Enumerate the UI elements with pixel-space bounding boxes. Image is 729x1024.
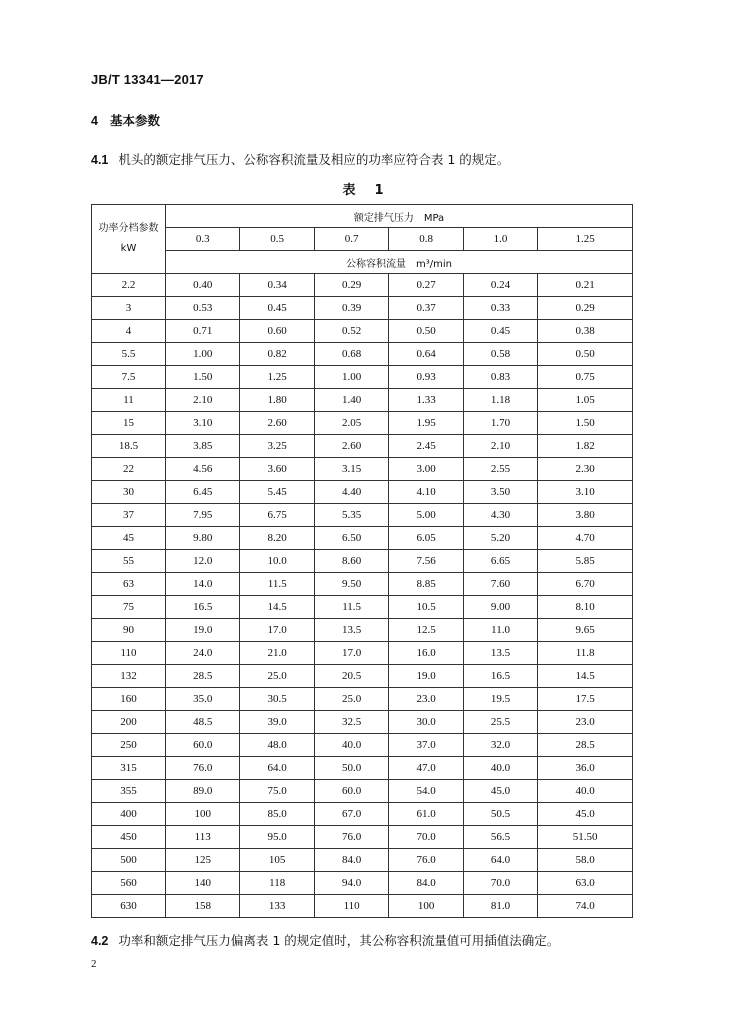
flow-value-cell: 9.50 [314, 573, 388, 596]
table-row [92, 435, 633, 458]
clause-4-1 [91, 150, 651, 168]
table-row [92, 274, 633, 297]
flow-value-cell: 1.80 [240, 389, 314, 412]
flow-value-cell: 39.0 [240, 711, 314, 734]
flow-value-cell: 4.70 [538, 527, 633, 550]
flow-value-cell: 10.0 [240, 550, 314, 573]
power-cell: 15 [92, 412, 166, 435]
flow-value-cell: 0.50 [389, 320, 463, 343]
flow-value-cell: 6.65 [463, 550, 537, 573]
power-cell: 30 [92, 481, 166, 504]
flow-value-cell: 48.0 [240, 734, 314, 757]
flow-value-cell: 74.0 [538, 895, 633, 918]
power-cell: 132 [92, 665, 166, 688]
pressure-value-cell: 0.3 [166, 228, 240, 251]
flow-value-cell: 3.80 [538, 504, 633, 527]
pressure-values-row [92, 228, 633, 251]
flow-value-cell: 25.5 [463, 711, 537, 734]
table-row [92, 366, 633, 389]
flow-value-cell: 25.0 [314, 688, 388, 711]
flow-value-cell: 0.50 [538, 343, 633, 366]
flow-value-cell: 0.60 [240, 320, 314, 343]
flow-value-cell: 94.0 [314, 872, 388, 895]
flow-value-cell: 85.0 [240, 803, 314, 826]
flow-value-cell: 1.40 [314, 389, 388, 412]
flow-value-cell: 45.0 [538, 803, 633, 826]
flow-value-cell: 6.70 [538, 573, 633, 596]
flow-value-cell: 0.38 [538, 320, 633, 343]
flow-value-cell: 0.34 [240, 274, 314, 297]
clause-text: 功率和额定排气压力偏离表 1 的规定值时，其公称容积流量值可用插值法确定。 [118, 933, 560, 948]
power-cell: 110 [92, 642, 166, 665]
table-row [92, 481, 633, 504]
table-row [92, 343, 633, 366]
power-cell: 400 [92, 803, 166, 826]
power-cell: 450 [92, 826, 166, 849]
flow-value-cell: 32.5 [314, 711, 388, 734]
flow-value-cell: 84.0 [314, 849, 388, 872]
flow-value-cell: 54.0 [389, 780, 463, 803]
flow-value-cell: 14.0 [166, 573, 240, 596]
power-cell: 37 [92, 504, 166, 527]
flow-value-cell: 12.5 [389, 619, 463, 642]
flow-value-cell: 0.45 [463, 320, 537, 343]
power-cell: 90 [92, 619, 166, 642]
table-row [92, 642, 633, 665]
flow-value-cell: 23.0 [389, 688, 463, 711]
flow-value-cell: 3.15 [314, 458, 388, 481]
power-cell: 55 [92, 550, 166, 573]
table-row [92, 550, 633, 573]
pressure-value-cell: 0.5 [240, 228, 314, 251]
flow-value-cell: 47.0 [389, 757, 463, 780]
flow-value-cell: 40.0 [463, 757, 537, 780]
flow-value-cell: 70.0 [389, 826, 463, 849]
flow-value-cell: 0.33 [463, 297, 537, 320]
flow-value-cell: 8.20 [240, 527, 314, 550]
page-number: 2 [91, 958, 97, 970]
flow-header: 公称容积流量 m³/min [166, 251, 633, 274]
flow-value-cell: 11.0 [463, 619, 537, 642]
clause-number: 4.1 [91, 153, 109, 167]
flow-value-cell: 60.0 [166, 734, 240, 757]
power-cell: 315 [92, 757, 166, 780]
flow-value-cell: 3.25 [240, 435, 314, 458]
flow-value-cell: 6.75 [240, 504, 314, 527]
flow-value-cell: 63.0 [538, 872, 633, 895]
flow-value-cell: 20.5 [314, 665, 388, 688]
flow-value-cell: 50.5 [463, 803, 537, 826]
table-row [92, 619, 633, 642]
flow-value-cell: 81.0 [463, 895, 537, 918]
power-cell: 18.5 [92, 435, 166, 458]
flow-value-cell: 16.0 [389, 642, 463, 665]
flow-value-cell: 0.24 [463, 274, 537, 297]
power-cell: 560 [92, 872, 166, 895]
flow-value-cell: 75.0 [240, 780, 314, 803]
flow-value-cell: 4.10 [389, 481, 463, 504]
flow-value-cell: 1.50 [538, 412, 633, 435]
flow-value-cell: 1.25 [240, 366, 314, 389]
flow-value-cell: 56.5 [463, 826, 537, 849]
power-header-label: 功率分档参数 [98, 223, 159, 234]
table-row [92, 596, 633, 619]
flow-value-cell: 2.10 [463, 435, 537, 458]
power-cell: 22 [92, 458, 166, 481]
flow-value-cell: 10.5 [389, 596, 463, 619]
flow-value-cell: 7.56 [389, 550, 463, 573]
table-row [92, 412, 633, 435]
flow-value-cell: 5.45 [240, 481, 314, 504]
table-row [92, 849, 633, 872]
table-row [92, 573, 633, 596]
section-number: 4 [91, 114, 98, 128]
flow-value-cell: 19.0 [389, 665, 463, 688]
flow-value-cell: 30.0 [389, 711, 463, 734]
flow-value-cell: 125 [166, 849, 240, 872]
flow-value-cell: 1.05 [538, 389, 633, 412]
table-row [92, 458, 633, 481]
flow-value-cell: 3.10 [538, 481, 633, 504]
flow-value-cell: 61.0 [389, 803, 463, 826]
flow-value-cell: 5.35 [314, 504, 388, 527]
flow-value-cell: 110 [314, 895, 388, 918]
flow-value-cell: 1.33 [389, 389, 463, 412]
table-row [92, 711, 633, 734]
clause-number: 4.2 [91, 934, 109, 948]
flow-value-cell: 1.00 [166, 343, 240, 366]
flow-value-cell: 76.0 [314, 826, 388, 849]
flow-value-cell: 7.60 [463, 573, 537, 596]
flow-value-cell: 0.39 [314, 297, 388, 320]
table-row [92, 688, 633, 711]
power-cell: 200 [92, 711, 166, 734]
flow-value-cell: 11.5 [314, 596, 388, 619]
power-cell: 45 [92, 527, 166, 550]
power-header-unit: kW [120, 243, 137, 254]
power-cell: 630 [92, 895, 166, 918]
flow-value-cell: 23.0 [538, 711, 633, 734]
flow-value-cell: 2.60 [240, 412, 314, 435]
flow-value-cell: 11.8 [538, 642, 633, 665]
flow-value-cell: 13.5 [463, 642, 537, 665]
flow-value-cell: 48.5 [166, 711, 240, 734]
flow-value-cell: 60.0 [314, 780, 388, 803]
flow-value-cell: 17.5 [538, 688, 633, 711]
flow-value-cell: 105 [240, 849, 314, 872]
flow-value-cell: 21.0 [240, 642, 314, 665]
flow-value-cell: 2.10 [166, 389, 240, 412]
flow-value-cell: 0.82 [240, 343, 314, 366]
parameter-table [91, 204, 633, 918]
flow-value-cell: 3.10 [166, 412, 240, 435]
flow-value-cell: 14.5 [538, 665, 633, 688]
flow-value-cell: 13.5 [314, 619, 388, 642]
flow-value-cell: 30.5 [240, 688, 314, 711]
flow-value-cell: 1.50 [166, 366, 240, 389]
flow-value-cell: 40.0 [314, 734, 388, 757]
flow-value-cell: 3.85 [166, 435, 240, 458]
flow-value-cell: 64.0 [463, 849, 537, 872]
flow-value-cell: 28.5 [166, 665, 240, 688]
section-title: 基本参数 [109, 113, 160, 128]
flow-value-cell: 140 [166, 872, 240, 895]
flow-value-cell: 0.93 [389, 366, 463, 389]
flow-value-cell: 25.0 [240, 665, 314, 688]
flow-value-cell: 0.53 [166, 297, 240, 320]
flow-value-cell: 1.70 [463, 412, 537, 435]
power-cell: 75 [92, 596, 166, 619]
power-cell: 4 [92, 320, 166, 343]
flow-value-cell: 9.80 [166, 527, 240, 550]
flow-value-cell: 7.95 [166, 504, 240, 527]
flow-value-cell: 40.0 [538, 780, 633, 803]
flow-value-cell: 3.60 [240, 458, 314, 481]
flow-value-cell: 37.0 [389, 734, 463, 757]
flow-value-cell: 0.45 [240, 297, 314, 320]
power-cell: 160 [92, 688, 166, 711]
flow-value-cell: 58.0 [538, 849, 633, 872]
flow-value-cell: 0.29 [538, 297, 633, 320]
table-row [92, 527, 633, 550]
flow-value-cell: 0.64 [389, 343, 463, 366]
power-cell: 3 [92, 297, 166, 320]
table-row [92, 780, 633, 803]
flow-value-cell: 0.75 [538, 366, 633, 389]
power-cell: 355 [92, 780, 166, 803]
flow-value-cell: 3.00 [389, 458, 463, 481]
flow-value-cell: 67.0 [314, 803, 388, 826]
table-row [92, 826, 633, 849]
flow-value-cell: 0.27 [389, 274, 463, 297]
power-cell: 63 [92, 573, 166, 596]
flow-value-cell: 11.5 [240, 573, 314, 596]
power-cell: 2.2 [92, 274, 166, 297]
flow-value-cell: 12.0 [166, 550, 240, 573]
pressure-value-cell: 0.8 [389, 228, 463, 251]
flow-value-cell: 100 [166, 803, 240, 826]
flow-value-cell: 19.5 [463, 688, 537, 711]
flow-value-cell: 2.45 [389, 435, 463, 458]
flow-value-cell: 35.0 [166, 688, 240, 711]
flow-value-cell: 51.50 [538, 826, 633, 849]
flow-value-cell: 0.83 [463, 366, 537, 389]
flow-value-cell: 1.95 [389, 412, 463, 435]
power-cell: 11 [92, 389, 166, 412]
flow-value-cell: 6.05 [389, 527, 463, 550]
table-row [92, 757, 633, 780]
flow-value-cell: 2.60 [314, 435, 388, 458]
flow-value-cell: 8.60 [314, 550, 388, 573]
flow-value-cell: 1.82 [538, 435, 633, 458]
table-row [92, 734, 633, 757]
flow-value-cell: 8.85 [389, 573, 463, 596]
flow-value-cell: 50.0 [314, 757, 388, 780]
pressure-value-cell: 1.25 [538, 228, 633, 251]
flow-value-cell: 1.18 [463, 389, 537, 412]
flow-value-cell: 16.5 [463, 665, 537, 688]
table-row [92, 389, 633, 412]
power-cell: 7.5 [92, 366, 166, 389]
flow-value-cell: 2.30 [538, 458, 633, 481]
flow-value-cell: 100 [389, 895, 463, 918]
flow-value-cell: 24.0 [166, 642, 240, 665]
flow-value-cell: 9.65 [538, 619, 633, 642]
flow-value-cell: 5.20 [463, 527, 537, 550]
flow-value-cell: 6.45 [166, 481, 240, 504]
flow-value-cell: 118 [240, 872, 314, 895]
flow-value-cell: 76.0 [166, 757, 240, 780]
flow-value-cell: 95.0 [240, 826, 314, 849]
table-row [92, 297, 633, 320]
flow-value-cell: 76.0 [389, 849, 463, 872]
flow-value-cell: 2.55 [463, 458, 537, 481]
flow-value-cell: 5.85 [538, 550, 633, 573]
flow-value-cell: 133 [240, 895, 314, 918]
table-body [92, 274, 633, 918]
flow-value-cell: 45.0 [463, 780, 537, 803]
section-heading [91, 111, 160, 129]
power-column-header [92, 205, 166, 274]
flow-value-cell: 0.37 [389, 297, 463, 320]
flow-value-cell: 113 [166, 826, 240, 849]
flow-value-cell: 16.5 [166, 596, 240, 619]
clause-4-2 [91, 931, 651, 949]
flow-value-cell: 0.68 [314, 343, 388, 366]
standard-code: JB/T 13341—2017 [91, 72, 204, 87]
table-row [92, 504, 633, 527]
flow-value-cell: 8.10 [538, 596, 633, 619]
flow-value-cell: 9.00 [463, 596, 537, 619]
flow-value-cell: 0.29 [314, 274, 388, 297]
flow-value-cell: 4.40 [314, 481, 388, 504]
flow-value-cell: 4.30 [463, 504, 537, 527]
flow-value-cell: 3.50 [463, 481, 537, 504]
flow-value-cell: 0.40 [166, 274, 240, 297]
flow-value-cell: 158 [166, 895, 240, 918]
flow-value-cell: 70.0 [463, 872, 537, 895]
table-row [92, 320, 633, 343]
flow-value-cell: 1.00 [314, 366, 388, 389]
pressure-value-cell: 1.0 [463, 228, 537, 251]
table-caption: 表 1 [342, 183, 387, 198]
pressure-header: 额定排气压力 MPa [166, 205, 633, 228]
flow-value-cell: 6.50 [314, 527, 388, 550]
power-cell: 500 [92, 849, 166, 872]
pressure-value-cell: 0.7 [314, 228, 388, 251]
flow-value-cell: 84.0 [389, 872, 463, 895]
clause-text: 机头的额定排气压力、公称容积流量及相应的功率应符合表 1 的规定。 [118, 152, 510, 167]
power-cell: 5.5 [92, 343, 166, 366]
flow-value-cell: 0.21 [538, 274, 633, 297]
flow-value-cell: 17.0 [314, 642, 388, 665]
table-row [92, 803, 633, 826]
flow-value-cell: 5.00 [389, 504, 463, 527]
flow-value-cell: 0.52 [314, 320, 388, 343]
table-row [92, 665, 633, 688]
flow-value-cell: 32.0 [463, 734, 537, 757]
flow-value-cell: 4.56 [166, 458, 240, 481]
flow-value-cell: 64.0 [240, 757, 314, 780]
power-cell: 250 [92, 734, 166, 757]
flow-value-cell: 14.5 [240, 596, 314, 619]
flow-value-cell: 17.0 [240, 619, 314, 642]
flow-value-cell: 89.0 [166, 780, 240, 803]
table-row [92, 895, 633, 918]
flow-value-cell: 19.0 [166, 619, 240, 642]
flow-value-cell: 28.5 [538, 734, 633, 757]
flow-value-cell: 36.0 [538, 757, 633, 780]
flow-value-cell: 0.58 [463, 343, 537, 366]
flow-value-cell: 2.05 [314, 412, 388, 435]
flow-value-cell: 0.71 [166, 320, 240, 343]
table-row [92, 872, 633, 895]
